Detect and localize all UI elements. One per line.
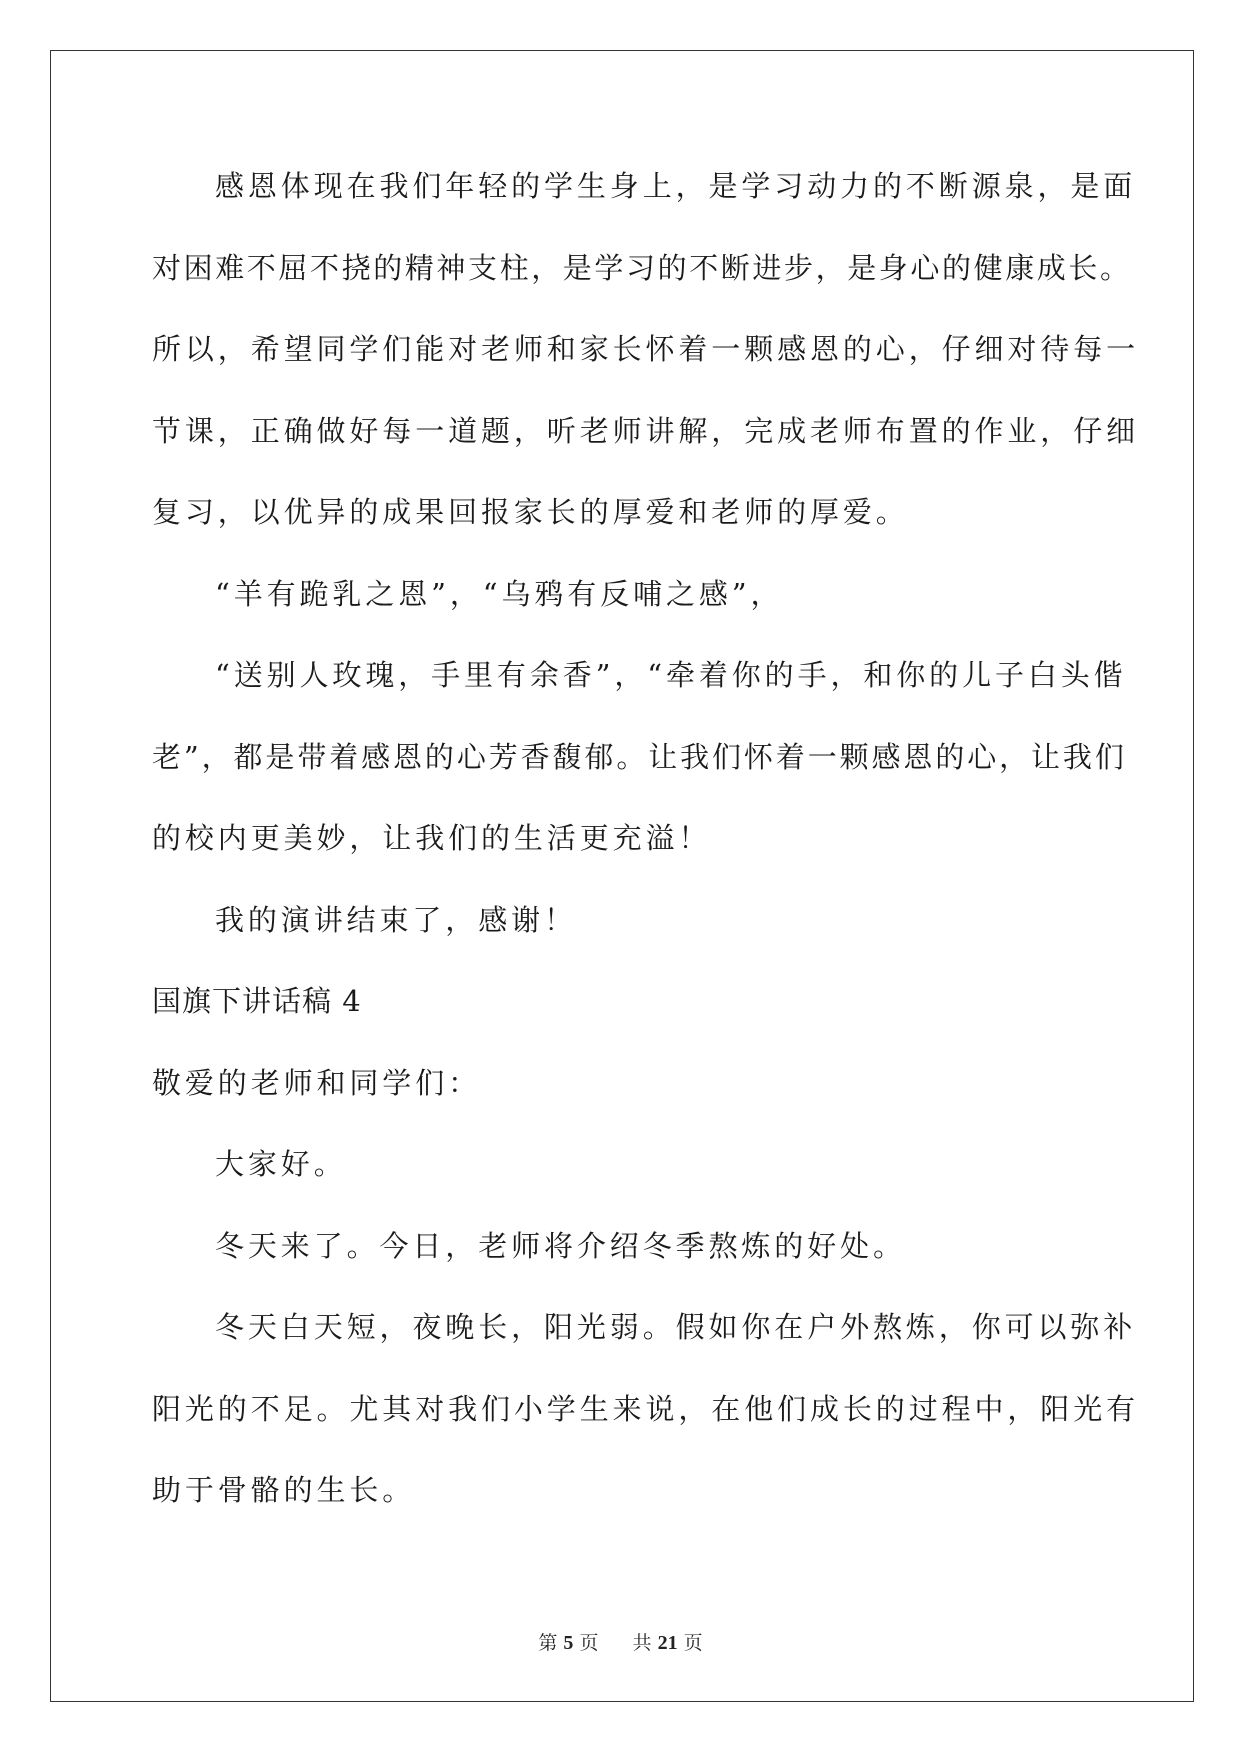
page-suffix: 页 xyxy=(579,1632,599,1654)
paragraph-line: 冬天来了。今日，老师将介绍冬季熬炼的好处。 xyxy=(215,1228,906,1263)
paragraph-line: “送别人玫瑰，手里有余香”，“牵着你的手，和你的儿子白头偕 xyxy=(215,658,1127,692)
page-prefix: 第 xyxy=(538,1632,558,1654)
paragraph-line: 所以，希望同学们能对老师和家长怀着一颗感恩的心，仔细对待每一 xyxy=(152,332,1140,366)
paragraph-line: 感恩体现在我们年轻的学生身上，是学习动力的不断源泉，是面 xyxy=(215,169,1137,203)
document-body xyxy=(152,160,1140,1546)
paragraph-line: 的校内更美妙，让我们的生活更充溢！ xyxy=(152,821,712,855)
section-heading: 国旗下讲话稿 4 xyxy=(152,984,362,1018)
page-footer xyxy=(0,1628,1241,1655)
total-suffix: 页 xyxy=(683,1632,703,1654)
page-number: 5 xyxy=(563,1632,574,1654)
paragraph-line: 助于骨骼的生长。 xyxy=(152,1473,416,1507)
paragraph-line: 老”，都是带着感恩的心芳香馥郁。让我们怀着一颗感恩的心，让我们 xyxy=(152,739,1127,774)
total-prefix: 共 xyxy=(632,1632,652,1654)
paragraph-line: 对困难不屈不挠的精神支柱，是学习的不断进步，是身心的健康成长。 xyxy=(152,250,1132,285)
paragraph-line: 冬天白天短，夜晚长，阳光弱。假如你在户外熬炼，你可以弥补 xyxy=(215,1310,1137,1344)
total-pages: 21 xyxy=(657,1632,678,1654)
paragraph-line: 节课，正确做好每一道题，听老师讲解，完成老师布置的作业，仔细 xyxy=(152,413,1140,448)
greeting: 大家好。 xyxy=(215,1147,347,1181)
paragraph-line: 复习，以优异的成果回报家长的厚爱和老师的厚爱。 xyxy=(152,495,909,529)
paragraph-line: 我的演讲结束了，感谢！ xyxy=(215,902,577,937)
paragraph-line: 阳光的不足。尤其对我们小学生来说，在他们成长的过程中，阳光有 xyxy=(152,1391,1140,1426)
salutation: 敬爱的老师和同学们： xyxy=(152,1065,482,1100)
paragraph-line: “羊有跪乳之恩”，“乌鸦有反哺之感”， xyxy=(215,576,784,611)
